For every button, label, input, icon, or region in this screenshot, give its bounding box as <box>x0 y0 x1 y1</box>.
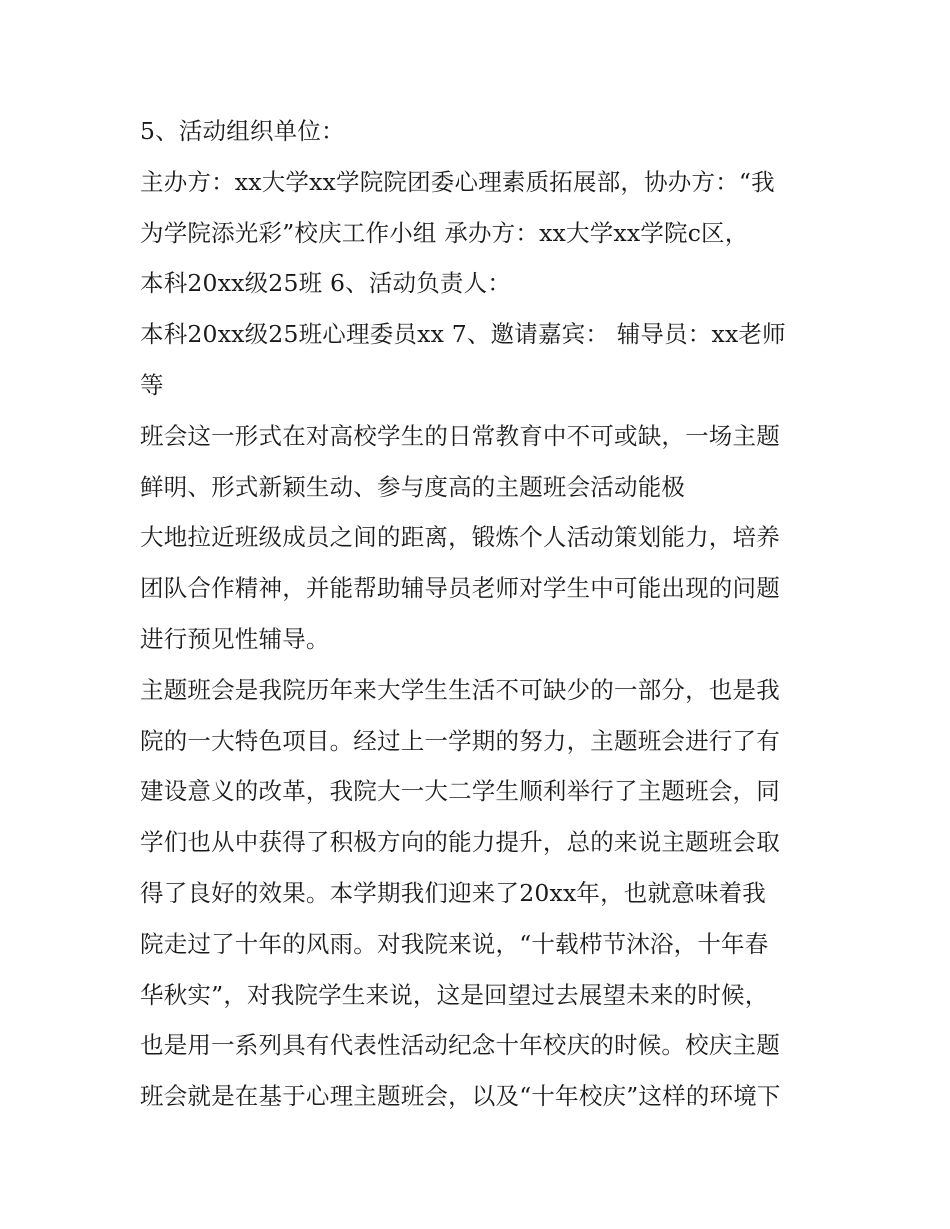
text-line: 进行预见性辅导。 <box>140 624 330 653</box>
text-line: 建设意义的改革，我院大一大二学生顺利举行了主题班会，同 <box>140 777 780 806</box>
text-line: 华秋实”，对我院学生来说，这是回望过去展望未来的时候， <box>140 980 769 1009</box>
text-line: 也是用一系列具有代表性活动纪念十年校庆的时候。校庆主题 <box>140 1031 780 1060</box>
text-line: 班会就是在基于心理主题班会，以及“十年校庆”这样的环境下 <box>140 1082 781 1111</box>
text-line: 团队合作精神，并能帮助辅导员老师对学生中可能出现的问题 <box>140 574 780 603</box>
text-line: 等 <box>140 370 164 399</box>
text-line: 5、活动组织单位： <box>140 117 345 145</box>
text-line: 院走过了十年的风雨。对我院来说，“十载栉节沐浴，十年春 <box>140 929 769 958</box>
text-line: 为学院添光彩”校庆工作小组 承办方：xx大学xx学院c区， <box>140 218 749 247</box>
text-line: 本科20xx级25班心理委员xx 7、邀请嘉宾： 辅导员：xx老师 <box>140 320 786 349</box>
text-line: 院的一大特色项目。经过上一学期的努力，主题班会进行了有 <box>140 726 780 755</box>
text-line: 本科20xx级25班 6、活动负责人： <box>140 269 512 298</box>
text-line: 大地拉近班级成员之间的距离，锻炼个人活动策划能力，培养 <box>140 523 780 552</box>
text-line: 主题班会是我院历年来大学生生活不可缺少的一部分，也是我 <box>140 675 780 704</box>
text-line: 主办方：xx大学xx学院院团委心理素质拓展部，协办方：“我 <box>140 167 775 196</box>
text-line: 鲜明、形式新颖生动、参与度高的主题班会活动能极 <box>140 472 686 501</box>
text-line: 学们也从中获得了积极方向的能力提升，总的来说主题班会取 <box>140 828 780 857</box>
document-body <box>140 106 820 1122</box>
text-line: 得了良好的效果。本学期我们迎来了20xx年，也就意味着我 <box>140 878 767 907</box>
text-line: 班会这一形式在对高校学生的日常教育中不可或缺，一场主题 <box>140 421 780 450</box>
